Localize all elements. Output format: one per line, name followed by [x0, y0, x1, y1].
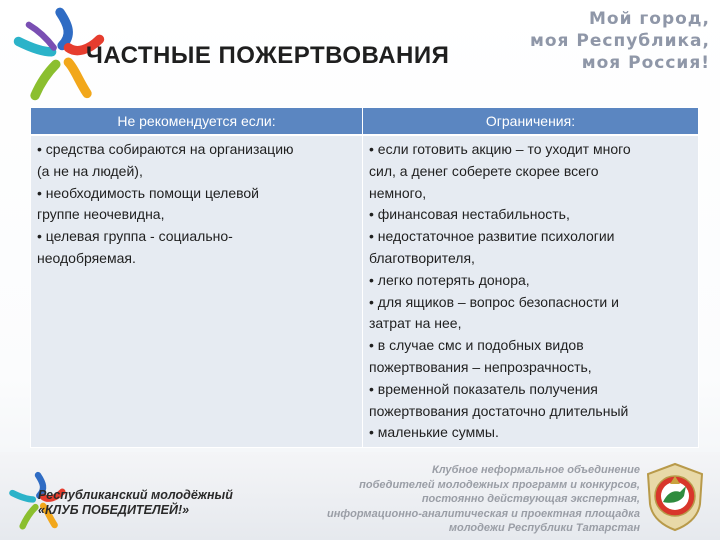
- list-item: неодобряемая.: [37, 249, 136, 266]
- slogan-line: моя Россия!: [581, 53, 710, 73]
- list-item: • временной показатель получения: [369, 380, 598, 397]
- list-item: благотворителя,: [369, 249, 475, 266]
- list-item: • необходимость помощи целевой: [37, 184, 259, 201]
- column-header-limitations: Ограничения:: [363, 108, 699, 136]
- list-item: • легко потерять донора,: [369, 271, 530, 288]
- footer-description-line: молодежи Республики Татарстан: [448, 522, 640, 534]
- list-item: • если готовить акцию – то уходит много: [369, 141, 631, 157]
- list-item: • недостаточное развитие психологии: [369, 228, 615, 245]
- list-item: • финансовая нестабильность,: [369, 206, 570, 223]
- footer-description-line: победителей молодежных программ и конкурсов,: [359, 478, 640, 491]
- footer-description-line: постоянно действующая экспертная,: [421, 493, 640, 505]
- list-item: затрат на нее,: [369, 315, 462, 332]
- list-item: • средства собираются на организацию: [37, 141, 294, 157]
- list-item: • целевая группа - социально-: [37, 228, 233, 245]
- footer-description: [327, 463, 640, 536]
- slogan: [530, 8, 710, 74]
- slogan-line: моя Республика,: [529, 31, 710, 51]
- cell-limitations: [363, 135, 699, 448]
- cell-not-recommended: [31, 135, 363, 448]
- page-title: ЧАСТНЫЕ ПОЖЕРТВОВАНИЯ: [86, 42, 450, 69]
- club-name-line: «КЛУБ ПОБЕДИТЕЛЕЙ!»: [38, 503, 190, 517]
- list-item: • для ящиков – вопрос безопасности и: [369, 293, 619, 310]
- list-item: (а не на людей),: [37, 162, 143, 179]
- column-header-not-recommended: Не рекомендуется если:: [31, 108, 363, 136]
- list-item: пожертвования достаточно длительный: [369, 402, 629, 419]
- club-name: [38, 488, 233, 518]
- slogan-line: Мой город,: [588, 9, 710, 29]
- tatarstan-emblem-icon: [644, 462, 706, 532]
- list-item: • в случае смс и подобных видов: [369, 337, 584, 354]
- footer-description-line: Клубное неформальное объединение: [431, 464, 640, 476]
- list-item: • маленькие суммы.: [369, 424, 499, 441]
- list-item: сил, а денег соберете скорее всего: [369, 162, 599, 179]
- comparison-table: [30, 107, 698, 445]
- list-item: группе неочевидна,: [37, 206, 165, 223]
- club-name-line: Республиканский молодёжный: [38, 488, 233, 502]
- footer-description-line: информационно-аналитическая и проектная площадка: [327, 507, 640, 520]
- list-item: немного,: [369, 184, 427, 201]
- list-item: пожертвования – непрозрачность,: [369, 358, 592, 375]
